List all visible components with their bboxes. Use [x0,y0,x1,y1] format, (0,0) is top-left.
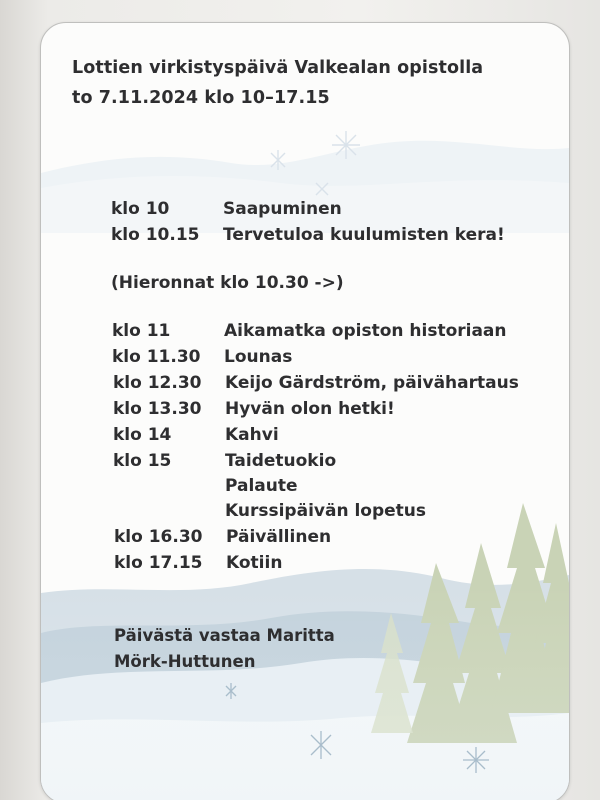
title-line-2: to 7.11.2024 klo 10–17.15 [72,88,330,108]
contact-info [114,623,335,675]
schedule-event: Keijo Gärdström, päivähartaus [225,373,519,393]
schedule-event: Hyvän olon hetki! [225,399,395,419]
contact-line-2: Mörk-Huttunen [114,652,256,671]
contact-line-1: Päivästä vastaa Maritta [114,626,335,645]
title-line-1: Lottien virkistyspäivä Valkealan opistolla [72,58,484,78]
schedule-event: Lounas [224,347,293,367]
schedule-event: Aikamatka opiston historiaan [224,321,507,341]
schedule-event: Saapuminen [223,199,342,219]
massage-note: (Hieronnat klo 10.30 ->) [111,273,344,293]
schedule-event: Taidetuokio [225,451,337,471]
schedule-event: Kotiin [226,553,283,573]
schedule-time: klo 17.15 [114,553,203,573]
schedule-event: Kurssipäivän lopetus [225,501,427,521]
schedule-event: Kahvi [225,425,279,445]
schedule-event: Päivällinen [226,527,332,547]
schedule-event: Tervetuloa kuulumisten kera! [223,225,505,245]
schedule [41,23,569,800]
schedule-time: klo 11 [112,321,171,341]
schedule-time: klo 10 [111,199,170,219]
schedule-event: Palaute [225,476,298,496]
schedule-time: klo 15 [113,451,172,471]
schedule-time: klo 13.30 [113,399,202,419]
schedule-time: klo 12.30 [113,373,202,393]
program-sheet [40,22,570,800]
schedule-time: klo 14 [113,425,172,445]
schedule-time: klo 16.30 [114,527,203,547]
schedule-time: klo 11.30 [112,347,201,367]
schedule-time: klo 10.15 [111,225,200,245]
